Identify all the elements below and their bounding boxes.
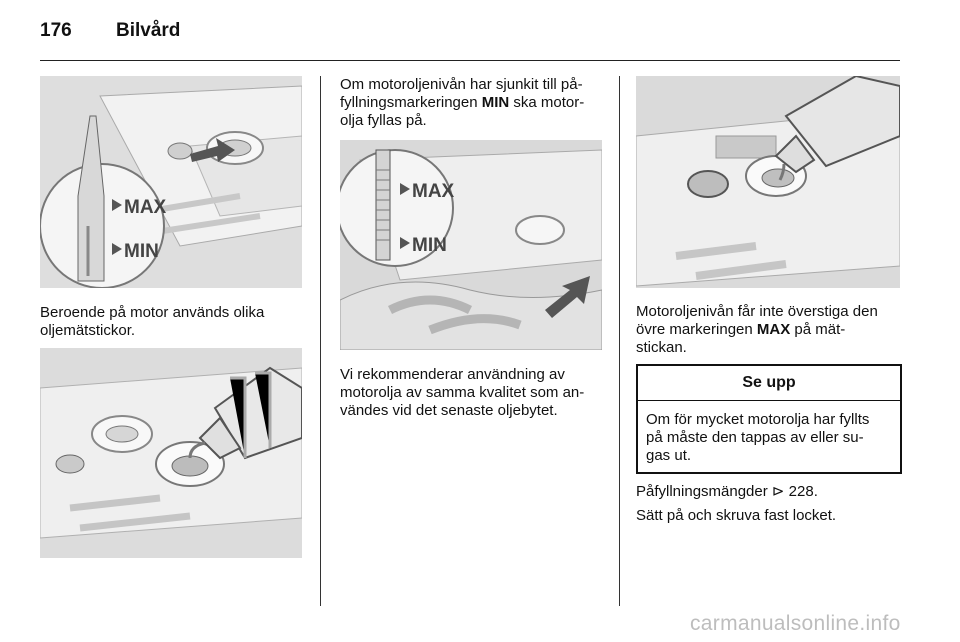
column-divider-2 xyxy=(619,76,620,606)
col2-paragraph-1: Om motoroljenivån har sjunkit till på- fyllningsmarkeringen MIN ska motor- olja fyllas på. xyxy=(340,76,585,129)
figure1-max-label: MAX xyxy=(124,197,167,218)
figure-pouring-oil-2 xyxy=(636,76,900,288)
figure3-min-label: MIN xyxy=(412,235,447,256)
caution-title: Se upp xyxy=(638,366,900,401)
col3-paragraph-last: Sätt på och skruva fast locket. xyxy=(636,507,837,524)
page-number: 176 xyxy=(40,20,72,41)
footer-watermark: carmanualsonline.info xyxy=(690,612,901,635)
page-title: Bilvård xyxy=(116,20,181,41)
column-divider-1 xyxy=(320,76,321,606)
header-rule xyxy=(40,60,900,61)
caution-body: Om för mycket motorolja har fyllts på måste den tappas av eller su- gas ut. xyxy=(646,411,870,464)
fill-quantity-reference[interactable]: Påfyllningsmängder ⊳ 228. xyxy=(636,483,818,500)
caution-box xyxy=(636,364,902,474)
page-reference-arrow-icon: ⊳ xyxy=(771,483,785,500)
figure-dipstick-engine xyxy=(340,140,602,350)
figure3-max-label: MAX xyxy=(412,181,455,202)
figure-dipstick-cover xyxy=(40,76,302,288)
figure1-min-label: MIN xyxy=(124,241,159,262)
col1-caption: Beroende på motor används olika oljemätstickor. xyxy=(40,304,265,339)
col3-paragraph-1: Motoroljenivån får inte överstiga den övre markeringen MAX på mät- stickan. xyxy=(636,303,878,356)
col2-paragraph-2: Vi rekommenderar användning av motorolja av samma kvalitet som an- vändes vid det senaste oljebytet. xyxy=(340,366,585,419)
figure-pouring-oil-1 xyxy=(40,348,302,558)
